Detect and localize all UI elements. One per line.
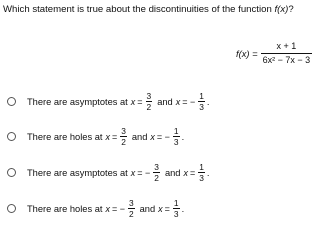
fraction-numerator: 3 [128, 198, 134, 208]
option-text: There are holes at [27, 131, 103, 142]
fraction-numerator: 3 [146, 91, 152, 101]
option-connector: and [164, 167, 181, 178]
option-text: There are asymptotes at [27, 96, 128, 107]
fraction-numerator: 1 [199, 162, 204, 172]
math-operator: = − [156, 131, 170, 142]
math-variable: x [183, 167, 188, 178]
answer-option-4[interactable] [7, 199, 184, 219]
function-numerator: x + 1 [276, 41, 297, 51]
math-operator: = [137, 96, 143, 107]
option-end: . [181, 203, 185, 214]
option-end: . [206, 96, 210, 107]
fraction-numerator: 1 [199, 91, 204, 101]
function-denominator: 6x² − 7x − 3 [262, 55, 311, 65]
math-operator: = [164, 203, 170, 214]
math-variable: x [175, 96, 181, 107]
function-fraction [261, 42, 313, 65]
math-fraction [173, 127, 180, 147]
fraction-numerator: 1 [173, 198, 179, 208]
math-operator: = − [137, 167, 151, 178]
option-end: . [181, 131, 185, 142]
math-fraction [128, 199, 135, 219]
function-definition [236, 42, 312, 65]
math-variable: x [158, 203, 163, 214]
option-connector: and [131, 131, 148, 142]
math-operator: = [189, 167, 196, 178]
radio-button[interactable] [7, 204, 16, 213]
option-connector: and [139, 203, 156, 214]
math-variable: x [105, 203, 110, 214]
fraction-numerator: 1 [173, 126, 179, 136]
math-operator: = − [182, 96, 196, 107]
question-function-name: f(x) [274, 4, 289, 15]
math-variable: x [130, 96, 136, 107]
answer-option-1[interactable] [7, 92, 210, 112]
option-text: There are holes at [27, 203, 103, 214]
question-stem: Which statement is true about the discontinuities of the function [3, 4, 275, 15]
question-text [3, 4, 294, 15]
fraction-denominator: 3 [199, 173, 204, 184]
math-fraction [120, 127, 127, 147]
radio-button[interactable] [7, 132, 16, 141]
math-variable: x [130, 167, 136, 178]
radio-button[interactable] [7, 168, 16, 177]
fraction-denominator: 2 [146, 102, 152, 113]
math-variable: x [150, 131, 155, 142]
fraction-numerator: 3 [154, 162, 159, 172]
question-mark: ? [288, 4, 294, 15]
math-fraction [198, 163, 205, 183]
math-fraction [198, 92, 205, 112]
fraction-denominator: 2 [154, 173, 159, 184]
fraction-denominator: 3 [199, 102, 204, 113]
fraction-denominator: 2 [128, 209, 134, 220]
fraction-numerator: 3 [121, 126, 126, 136]
fraction-denominator: 3 [173, 209, 179, 220]
fraction-denominator: 3 [173, 137, 179, 148]
math-operator: = [111, 131, 118, 142]
math-fraction [153, 163, 160, 183]
function-lhs: f(x) = [236, 48, 258, 59]
option-connector: and [157, 96, 173, 107]
math-fraction [173, 199, 180, 219]
math-operator: = − [111, 203, 125, 214]
answer-option-2[interactable] [7, 127, 184, 147]
radio-button[interactable] [7, 97, 16, 106]
option-end: . [206, 167, 210, 178]
option-text: There are asymptotes at [27, 167, 128, 178]
answer-option-3[interactable] [7, 163, 210, 183]
math-variable: x [105, 131, 110, 142]
math-fraction [146, 92, 153, 112]
fraction-denominator: 2 [121, 137, 126, 148]
